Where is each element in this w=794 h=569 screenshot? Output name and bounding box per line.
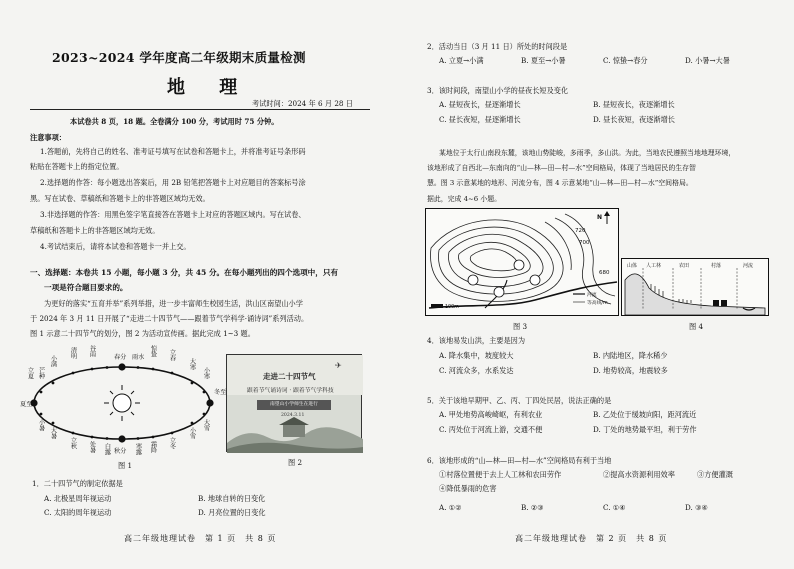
passage-line: 慧。图 3 示意某地的地形、河流分布，图 4 示意某地“山—林—田—村—水”空间格局。 (427, 179, 693, 187)
note-line: 3.非选择题的作答：用黑色签字笔直接答在答题卡上对应的答题区域内。写在试卷、 (40, 210, 306, 219)
solar-term-label: 芒种 (37, 367, 45, 380)
question-1-option-a[interactable]: A. 北极星周年视运动 (44, 494, 112, 503)
solar-term-label: 夏至 (20, 401, 33, 408)
solar-term-label: 谷雨 (88, 345, 96, 358)
poster-heading: 走进二十四节气 (263, 372, 316, 381)
note-line: 2.选择题的作答：每小题选出答案后，用 2B 铅笔把答题卡上对应题目的答案标号涂 (40, 178, 306, 187)
solar-term-label: 立秋 (69, 437, 77, 450)
question-4-stem: 4．该地易发山洪，主要是因为 (427, 336, 526, 345)
question-6-option-b[interactable]: B. ②③ (521, 503, 544, 512)
contour-label-720: 720 (575, 228, 586, 234)
solar-term-label: 小暑 (37, 419, 45, 432)
intro-line: 图 1 示意二十四节气的划分，图 2 为活动宣传画。据此完成 1~3 题。 (30, 329, 255, 338)
question-3-option-c[interactable]: C. 昼长夜短，昼逐渐增长 (439, 115, 521, 124)
question-2-option-b[interactable]: B. 夏至→小暑 (521, 56, 566, 65)
question-6-statement-2: ②提高水资源利用效率 (603, 470, 675, 479)
bird-icon: ✈ (335, 361, 342, 370)
question-2-option-a[interactable]: A. 立夏→小满 (439, 56, 484, 65)
poster-subheading: 跟着节气诵诗词 · 跟着节气学科技 (247, 388, 334, 394)
contour-label-680: 680 (599, 270, 610, 276)
title-rule (30, 109, 370, 110)
page-footer: 高二年级地理试卷 第 1 页 共 8 页 (124, 534, 277, 543)
contour-map (425, 208, 619, 316)
exam-date: 考试时间：2024 年 6 月 28 日 (252, 99, 353, 108)
exam-info: 本试卷共 8 页，18 题。全卷满分 100 分，考试用时 75 分钟。 (70, 117, 279, 126)
question-6-option-a[interactable]: A. ①② (439, 503, 462, 512)
note-line: 黑。写在试卷、草稿纸和答题卡上的非答题区域均无效。 (30, 194, 210, 203)
question-3-option-b[interactable]: B. 昼短夜长，夜逐渐增长 (593, 100, 675, 109)
figure-3-caption: 图 3 (513, 322, 528, 331)
question-1-option-c[interactable]: C. 太阳的周年视运动 (44, 508, 112, 517)
question-1-option-d[interactable]: D. 月亮位置的日变化 (198, 508, 266, 517)
solar-term-label: 大雪 (202, 419, 210, 432)
exam-title: 2023~2024 学年度高二年级期末质量检测 (52, 50, 306, 65)
profile-label-mountain: 山体 (627, 263, 638, 269)
solar-term-label: 小满 (49, 355, 57, 368)
passage-line: 据此，完成 4~6 小题。 (427, 195, 502, 203)
activity-poster (226, 354, 362, 452)
contour-label-700: 700 (579, 240, 590, 246)
solar-term-label: 秋分 (114, 448, 127, 455)
legend-contour: 等高线/m (587, 301, 608, 306)
profile-label-river: 河流 (743, 263, 754, 269)
profile-label-village: 村落 (711, 263, 722, 269)
intro-line: 为更好的落实“五育并举”系列举措，进一步丰富师生校园生活，洪山区南望山小学 (44, 299, 303, 308)
question-5-stem: 5．关于该地早期甲、乙、丙、丁四处民居，说法正确的是 (427, 396, 612, 405)
solar-term-label: 小雪 (188, 427, 196, 440)
note-line: 4.考试结束后，请将本试卷和答题卡一并上交。 (40, 242, 191, 251)
question-6-stem: 6．该地形成的“山—林—田—村—水”空间格局有利于当地 (427, 456, 612, 465)
solar-term-label: 雨水 (132, 354, 145, 361)
section-heading: 一、选择题：本卷共 15 小题，每小题 3 分，共 45 分。在每小题列出的四个选项中，只有 (30, 268, 339, 277)
exam-page-2 (397, 0, 794, 569)
legend-river: 河流 (587, 293, 597, 298)
solar-term-label: 小寒 (202, 367, 210, 380)
question-6-statement-4: ④降低暴雨的危害 (439, 484, 497, 493)
page-footer: 高二年级地理试卷 第 2 页 共 8 页 (515, 534, 668, 543)
figure-1-caption: 图 1 (118, 461, 133, 470)
poster-landscape (227, 417, 363, 453)
solar-term-label: 大暑 (49, 427, 57, 440)
svg-text:N: N (597, 214, 603, 221)
sun-icon (113, 394, 131, 412)
solar-term-label: 惊蛰 (149, 345, 157, 358)
question-3-option-d[interactable]: D. 昼长夜短，夜逐渐增长 (593, 115, 675, 124)
solar-terms-diagram (20, 345, 227, 460)
profile-label-farmland: 农田 (679, 263, 690, 269)
question-5-option-d[interactable]: D. 丁处的地势最平坦，利于劳作 (593, 425, 697, 434)
question-2-option-c[interactable]: C. 惊蛰→春分 (603, 56, 648, 65)
question-6-option-d[interactable]: D. ③④ (685, 503, 708, 512)
question-3-option-a[interactable]: A. 昼短夜长，昼逐渐增长 (439, 100, 521, 109)
question-5-option-c[interactable]: C. 丙处位于河流上游，交通不便 (439, 425, 543, 434)
question-4-option-a[interactable]: A. 降水集中，坡度较大 (439, 351, 514, 360)
question-6-option-c[interactable]: C. ①④ (603, 503, 626, 512)
notes-title: 注意事项： (30, 133, 66, 142)
passage-line: 该地形成了自西北—东南向的“山—林—田—村—水”空间格局，体现了当地居民的生存智 (427, 164, 696, 172)
question-3-stem: 3．该时间段，南望山小学的昼夜长短及变化 (427, 86, 569, 95)
question-4-option-c[interactable]: C. 河流众多，水系发达 (439, 366, 514, 375)
intro-line: 于 2024 年 3 月 11 日开展了“走进二十四节气——跟着节气学科学·诵诗词”系列活动。 (30, 314, 309, 323)
solar-term-label: 立冬 (168, 437, 176, 450)
solar-term-label: 白露 (103, 443, 111, 456)
question-2-stem: 2．活动当日（3 月 11 日）所处的时间段是 (427, 42, 568, 51)
subject-title: 地 理 (167, 77, 252, 98)
figure-2-caption: 图 2 (288, 458, 303, 467)
note-line: 草稿纸和答题卡上的非答题区域均无效。 (30, 226, 160, 235)
note-line: 1.答题前，先将自己的姓名、准考证号填写在试卷和答题卡上，并将准考证号条形码 (40, 147, 306, 156)
question-4-option-d[interactable]: D. 地势较高，地震较多 (593, 366, 668, 375)
solar-term-label: 大寒 (188, 358, 196, 371)
question-5-option-a[interactable]: A. 甲处地势高峻崎岖，有利农业 (439, 410, 543, 419)
passage-line: 某地位于太行山南段东麓，该地山势陡峻，多雨季，多山洪。为此，当地农民遵照当地地理环境， (439, 149, 736, 157)
section-heading-cont: 一项是符合题目要求的。 (44, 283, 128, 292)
poster-date: 2024.3.11 (281, 413, 305, 418)
spatial-pattern-profile (621, 258, 769, 316)
solar-term-label: 清明 (69, 347, 77, 360)
question-4-option-b[interactable]: B. 内陆地区，降水稀少 (593, 351, 668, 360)
question-1-stem: 1．二十四节气的制定依据是 (32, 479, 123, 488)
solar-term-label: 霜降 (149, 441, 157, 454)
profile-label-forest: 人工林 (646, 263, 662, 269)
svg-text:100m: 100m (445, 305, 459, 310)
solar-term-label: 立春 (168, 349, 176, 362)
question-5-option-b[interactable]: B. 乙处位于缓坡向阳，距河流近 (593, 410, 697, 419)
note-line: 粘贴在答题卡上的指定位置。 (30, 162, 124, 171)
question-2-option-d[interactable]: D. 小暑→大暑 (685, 56, 730, 65)
solar-term-label: 处暑 (88, 441, 96, 454)
solar-term-label: 立夏 (26, 367, 34, 380)
solar-term-label: 冬至 (214, 389, 227, 396)
poster-banner: 南望山小学师生在进行 (257, 400, 331, 410)
question-6-statement-1: ①村落位置便于去上人工林和农田劳作 (439, 470, 562, 479)
solar-term-label: 寒露 (134, 443, 142, 456)
figure-4-caption: 图 4 (689, 322, 704, 331)
solar-term-label: 春分 (114, 354, 127, 361)
question-6-statement-3: ③方便灌溉 (697, 470, 733, 479)
question-1-option-b[interactable]: B. 地球自转的日变化 (198, 494, 266, 503)
